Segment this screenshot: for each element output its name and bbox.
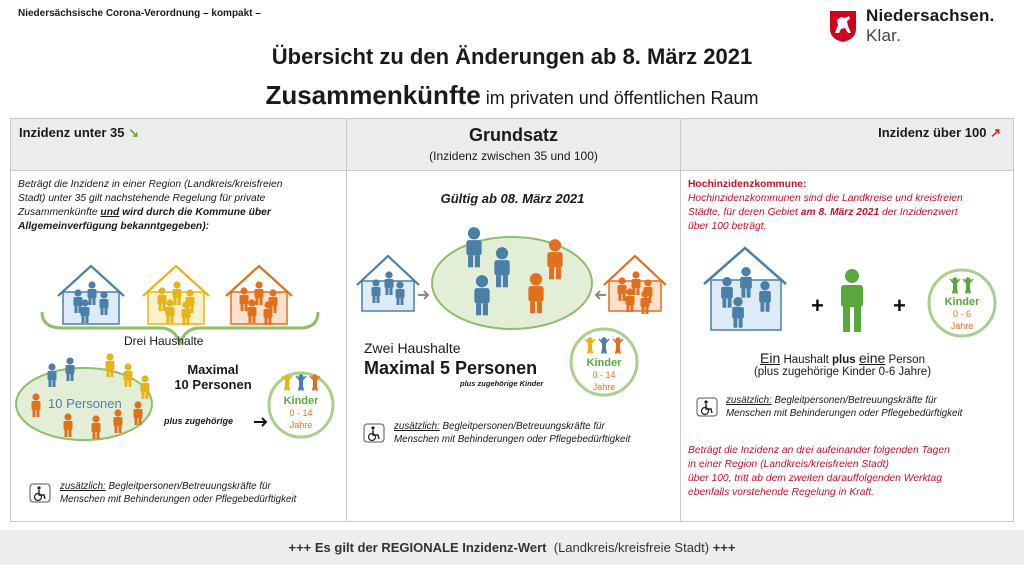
- house-large-blue-icon: [704, 248, 786, 330]
- wheelchair-icon: [364, 424, 384, 442]
- arrow-right-icon: [254, 418, 266, 426]
- households-label-middle: Zwei Haushalte: [364, 340, 461, 356]
- assist-note-left: zusätzlich: Begleitpersonen/Betreuungskräfte für Menschen mit Behinderungen oder Pflegebedürftigkeit: [60, 481, 297, 505]
- wheelchair-icon: [30, 484, 50, 502]
- arrow-down-right-icon: ↘: [128, 125, 139, 140]
- header-incidence-above-100: Inzidenz über 100 ↗: [681, 119, 1013, 171]
- wheelchair-icon: [697, 398, 717, 416]
- valid-from-label: Gültig ab 08. März 2021: [440, 191, 585, 206]
- arrow-right-icon: [418, 291, 428, 299]
- kinder-badge-right: Kinder 0 - 6 Jahre: [944, 296, 980, 331]
- header-incidence-below-35: Inzidenz unter 35 ↘: [11, 119, 346, 171]
- plus-children-label-middle: plus zugehörige Kinder: [460, 379, 544, 388]
- page-subtitle: Zusammenkünfte im privaten und öffentlichen Raum: [265, 80, 759, 110]
- assist-note-middle: zusätzlich: Begleitpersonen/Betreuungskräfte für Menschen mit Behinderungen oder Pflegebedürftigkeit: [394, 421, 631, 445]
- plus-children-label-left: plus zugehörige: [164, 416, 234, 426]
- kinder-badge-left: Kinder 0 - 14 Jahre: [283, 395, 319, 430]
- households-label-left: Drei Haushalte: [124, 334, 204, 348]
- house-orange-icon: [226, 266, 292, 325]
- children-icon: [282, 375, 320, 390]
- high-incidence-definition: Hochinzidenzkommune: Hochinzidenzkommunen sind die Landkreise und kreisfreien Städte, für deren Gebiet am 8. März 2021 der Inzidenzwert über 100 beträgt.: [688, 179, 963, 232]
- logo-wordmark: Niedersachsen. Klar.: [866, 6, 995, 45]
- arrow-up-right-icon: ↗: [990, 125, 1001, 140]
- arrow-left-icon: [596, 291, 606, 299]
- house-blue-icon: [357, 256, 419, 311]
- header-principle: Grundsatz (Inzidenz zwischen 35 und 100): [347, 119, 680, 171]
- max-persons-label-left: Maximal 10 Personen: [174, 362, 252, 392]
- house-blue-icon: [58, 266, 124, 324]
- house-orange-icon: [604, 256, 666, 314]
- assist-note-right: zusätzlich: Begleitpersonen/Betreuungskräfte für Menschen mit Behinderungen oder Pflegebedürftigkeit: [726, 395, 963, 419]
- left-intro-text: Beträgt die Inzidenz in einer Region (Landkreis/kreisfreien Stadt) unter 35 gilt nachstehende Regelung für private Zusammenkünfte und wird durch die Kommune über Allgemeinverfügung bekanntgegeben):: [18, 179, 283, 232]
- max-persons-label-middle: Maximal 5 Personen: [364, 358, 538, 378]
- house-yellow-icon: [143, 266, 209, 325]
- kinder-badge-middle: Kinder 0 - 14 Jahre: [586, 357, 622, 392]
- regional-incidence-banner: +++ Es gilt der REGIONALE Inzidenz-Wert (Landkreis/kreisfreie Stadt) +++: [0, 530, 1024, 565]
- three-day-rule-note: Beträgt die Inzidenz an drei aufeinander folgenden Tagen in einer Region (Landkreis/kreisfreien Stadt) über 100, tritt ab dem zweiten darauffolgenden Werktag ebenfalls vorstehende Regelung in Kraft.: [688, 445, 950, 498]
- green-person-icon: [841, 269, 863, 332]
- plus-sign-icon: +: [811, 293, 824, 318]
- persons-in-ellipse-label: 10 Personen: [48, 396, 122, 411]
- children-icon: [585, 338, 623, 353]
- rule-one-household-plus-one: Ein Haushalt plus eine Person (plus zugehörige Kinder 0-6 Jahre): [753, 350, 932, 378]
- plus-sign-icon: +: [893, 293, 906, 318]
- page-title: Übersicht zu den Änderungen ab 8. März 2021: [271, 44, 753, 69]
- document-series-label: Niedersächsische Corona-Verordnung – kompakt –: [18, 8, 261, 19]
